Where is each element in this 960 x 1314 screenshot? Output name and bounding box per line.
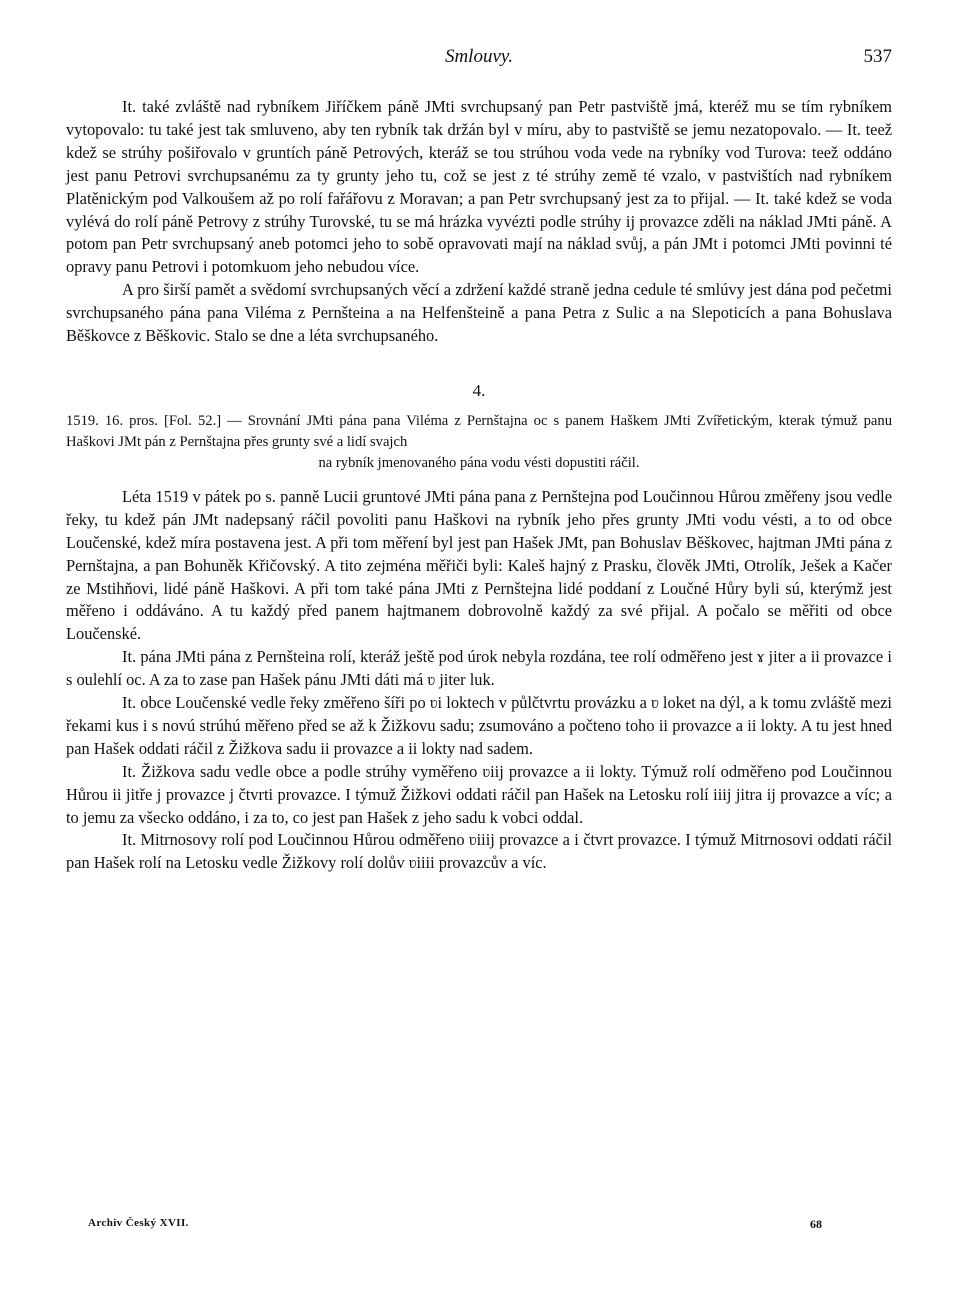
paragraph: It. Žižkova sadu vedle obce a podle strúhy vyměřeno ʋiij provazce a ii lokty. Týmuž rolí odměřeno pod Loučinnou Hůrou ii jitře j provazce j čtvrti provazce. I týmuž Žižkovi oddati ráčil pan Hašek na Letosku rolí iiij jitra ij provazce a víc; a to jemu za všecko oddáno, i za to, co jest pan Hašek z jeho sadu k vobci oddal. xyxy=(66,761,892,827)
paragraph: Léta 1519 v pátek po s. panně Lucii gruntové JMti pána pana z Pernštejna pod Loučinnou Hůrou změřeny jsou vedle řeky, tu kdež pán JMt nadepsaný ráčil povoliti panu Haškovi na rybník jeho přes grunty JMti vodu vésti, a to od obce Loučenské, kdež míra postavena jest. A při tom měření byl jest pan Hašek JMt, pan Bohuslav Běškovec, hajtman JMti pána z Pernštajna, a pan Bohuněk Křičovský. A tito zejména měřiči byli: Kaleš hajný z Prasku, člověk JMti, Otrolík, Ješek a Kačer ze Mstihňovi, lidé páně Haškovi. A při tom také pána JMti z Pernštejna lidé poddaní z Loučné Hůry byli sú, kterýmž jest měřeno i oddáváno. A tu každý před panem hajtmanem dobrovolně každý za své přijal. A počalo se měřiti od obce Loučenské. xyxy=(66,486,892,644)
page-header xyxy=(66,46,892,76)
body-text xyxy=(66,96,892,875)
paragraph: It. obce Loučenské vedle řeky změřeno šíři po ʋi loktech v půlčtvrtu provázku a ʋ loket na dýl, a k tomu zvláště mezi řekami kus i s novú strúhú měřeno před se až k Žižkovu sadu; zsumováno a počteno toho ii provazce a ii lokty. A tu jest hned pan Hašek oddati ráčil z Žižkova sadu ii provazce a ii lokty nad sadem. xyxy=(66,693,892,758)
paragraph: A pro širší pamět a svědomí svrchupsaných věcí a zdržení každé straně jedna cedule té smlúvy jest dána pod pečetmi svrchupsaného pána pana Viléma z Pernšteina a na Helfenšteině a pana Petra z Sulic a na Slepoticích a pana Bohuslava Běškovce z Běškovic. Stalo se dne a léta svrchupsaného. xyxy=(66,280,892,346)
page-number: 537 xyxy=(863,46,892,67)
regest-line: 1519. 16. pros. [Fol. 52.] — Srovnání JMti pána pana Viléma z Pernštajna oc s panem Haškem JMti Zvířetickým, kterak týmuž panu Haškovi JMt pán z Pernštajna přes grunty své a lidí svajch xyxy=(66,412,892,450)
page-footer xyxy=(88,1217,822,1241)
paragraph: It. také zvláště nad rybníkem Jiříčkem páně JMti svrchupsaný pan Petr pastviště jmá, kteréž mu se tím rybníkem vytopovalo: tu také jest tak smluveno, aby ten rybník tak držán byl v míru, aby to pastviště se jemu nezatopovalo. — It. teež kdež se strúhy pošiřovalo v gruntích páně Petrových, kteráž se tou strúhou voda vede na rybníky vod Turova: teež oddáno jest panu Petrovi svrchupsanému za ty grunty jeho tu, což se jest z té strúhy země té vzalo, v pastvištích nad rybníkem Platěnickým pod Valkoušem až po rolí fařářovu z Moravan; a pan Petr svrchupsaný jest za to přijal. — It. také kdež se voda vylévá do rolí páně Petrovy z strúhy Turovské, tu se má hrázka vyvézti podle strúhy ij provazce zděli na náklad JMti páně. A potom pan Petr svrchupsaný aneb potomci jeho to sobě opravovati mají na náklad svůj, a pán JMt i potomci JMti povinni té opravy panu Petrovi i potomkuom jeho nebudou více. xyxy=(66,97,892,277)
paragraph: It. Mitrnosovy rolí pod Loučinnou Hůrou odměřeno ʋiiij provazce a i čtvrt provazce. I týmuž Mitrnosovi oddati ráčil pan Hašek rolí na Letosku vedle Žižkovy rolí dolův ʋiiii provazcův a víc. xyxy=(66,830,892,873)
document-number: 4. xyxy=(472,380,486,400)
document-regest xyxy=(66,411,892,474)
footer-signature: Archiv Český XVII. xyxy=(88,1217,189,1229)
paragraph: It. pána JMti pána z Pernšteina rolí, kteráž ještě pod úrok nebyla rozdána, tee rolí odměřeno jest ɤ jiter a ii provazce i s oulehlí oc. A za to zase pan Hašek pánu JMti dáti má ʋ jiter luk. xyxy=(66,647,892,690)
sheet-number: 68 xyxy=(810,1217,822,1231)
running-title: Smlouvy. xyxy=(444,46,514,67)
regest-line: na rybník jmenovaného pána vodu vésti dopustiti ráčil. xyxy=(318,454,640,471)
